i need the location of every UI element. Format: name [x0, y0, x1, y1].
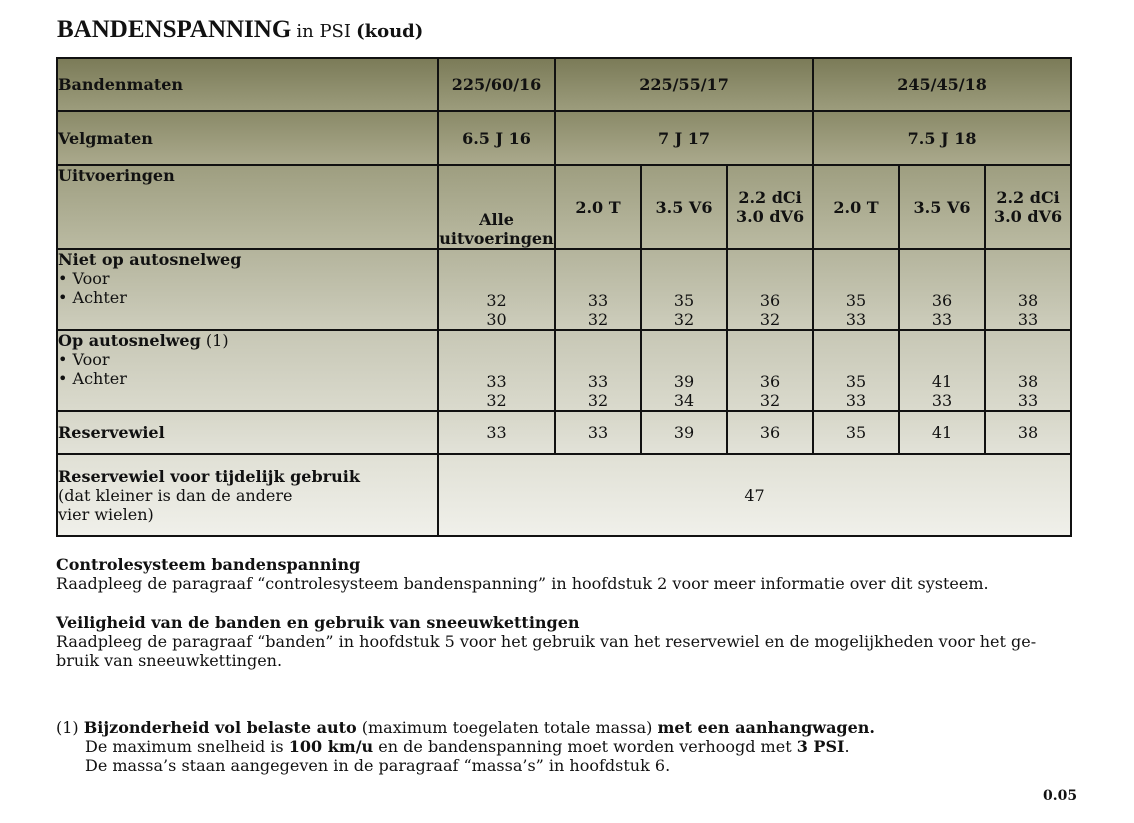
- versions-label: Uitvoeringen: [57, 165, 438, 249]
- tire-size-cell: 245/45/18: [813, 58, 1071, 111]
- safety-text: bruik van sneeuwkettingen.: [56, 651, 283, 670]
- pressure-cell: [813, 249, 899, 330]
- spare-label: Reservewiel: [57, 411, 438, 454]
- not-highway-label-cell: [57, 249, 438, 330]
- pressure-cell: [813, 330, 899, 411]
- pressure-cell: [438, 330, 555, 411]
- page-title: [57, 16, 423, 44]
- temp-spare-sub: (dat kleiner is dan de andere: [58, 485, 293, 505]
- tire-pressure-table: [56, 57, 1072, 537]
- front-label: • Voor: [58, 269, 110, 288]
- spare-value: 41: [899, 411, 985, 454]
- pressure-cell: [727, 249, 813, 330]
- rear-label: • Achter: [58, 369, 127, 388]
- pressure-cell: [555, 330, 641, 411]
- highway-label: Op autosnelweg: [58, 331, 201, 350]
- not-highway-label: Niet op autosnelweg: [58, 250, 242, 269]
- spare-value: 36: [727, 411, 813, 454]
- front-value: 36: [931, 291, 953, 310]
- rim-sizes-label: Velgmaten: [57, 111, 438, 165]
- pressure-cell: [727, 330, 813, 411]
- spare-value: 33: [438, 411, 555, 454]
- rear-value: 32: [673, 310, 695, 329]
- footnote-line: De massa’s staan aangegeven in de paragraaf “massa’s” in hoofdstuk 6.: [85, 756, 671, 775]
- front-value: 35: [845, 372, 867, 391]
- rear-value: 32: [587, 310, 609, 329]
- pressure-cell: [985, 249, 1071, 330]
- monitoring-text: Raadpleeg de paragraaf “controlesysteem bandenspanning” in hoofdstuk 2 voor meer informatie over dit systeem.: [56, 574, 989, 593]
- front-value: 38: [1017, 372, 1039, 391]
- version-text: 2.2 dCi: [996, 188, 1060, 207]
- rear-value: 33: [1017, 310, 1039, 329]
- version-text: uitvoeringen: [439, 229, 554, 248]
- version-cell: [438, 165, 555, 249]
- rear-value: 33: [931, 310, 953, 329]
- tire-size-cell: 225/60/16: [438, 58, 555, 111]
- version-cell: 2.0 T: [555, 165, 641, 249]
- version-text: 3.0 dV6: [735, 207, 805, 226]
- monitoring-section: [56, 555, 989, 593]
- row-tire-sizes: [57, 58, 1071, 111]
- safety-heading: Veiligheid van de banden en gebruik van sneeuwkettingen: [56, 613, 580, 632]
- pressure-cell: [985, 330, 1071, 411]
- highway-label-cell: [57, 330, 438, 411]
- rear-value: 32: [486, 391, 507, 410]
- footnote-text: (maximum toegelaten totale massa): [361, 718, 653, 737]
- row-spare: [57, 411, 1071, 454]
- pressure-cell: [899, 330, 985, 411]
- front-value: 32: [486, 291, 507, 310]
- version-cell: 3.5 V6: [641, 165, 727, 249]
- footnote-text: en de bandenspanning moet worden verhoogd met: [378, 737, 792, 756]
- front-label: • Voor: [58, 350, 110, 369]
- title-main: BANDENSPANNING: [57, 16, 292, 43]
- front-value: 36: [759, 291, 781, 310]
- front-value: 41: [931, 372, 953, 391]
- highway-note: (1): [205, 331, 229, 350]
- page-number: 0.05: [1043, 788, 1078, 804]
- pressure-cell: [641, 249, 727, 330]
- front-value: 39: [673, 372, 695, 391]
- front-value: 38: [1017, 291, 1039, 310]
- version-text: 3.0 dV6: [993, 207, 1063, 226]
- temp-spare-value: 47: [438, 454, 1071, 536]
- rear-value: 33: [845, 310, 867, 329]
- rim-size-cell: 6.5 J 16: [438, 111, 555, 165]
- front-value: 36: [759, 372, 781, 391]
- front-value: 33: [486, 372, 507, 391]
- spare-value: 38: [985, 411, 1071, 454]
- footnote-line: [56, 737, 875, 756]
- rear-value: 32: [759, 391, 781, 410]
- safety-text: Raadpleeg de paragraaf “banden” in hoofdstuk 5 voor het gebruik van het reservewiel en de mogelijkheden voor het ge-: [56, 632, 1037, 651]
- temp-spare-label-cell: [57, 454, 438, 536]
- pressure-cell: [641, 330, 727, 411]
- footnote-bold: met een aanhangwagen.: [657, 718, 875, 737]
- version-cell: 2.0 T: [813, 165, 899, 249]
- footnote-text: .: [844, 737, 850, 756]
- rear-value: 32: [587, 391, 609, 410]
- front-value: 33: [587, 372, 609, 391]
- footnote-text: De maximum snelheid is: [85, 737, 284, 756]
- front-value: 35: [845, 291, 867, 310]
- row-versions: [57, 165, 1071, 249]
- rear-value: 33: [845, 391, 867, 410]
- psi-value: 3 PSI: [796, 737, 845, 756]
- pressure-cell: [899, 249, 985, 330]
- tire-sizes-label: Bandenmaten: [57, 58, 438, 111]
- rear-value: 33: [931, 391, 953, 410]
- tire-size-cell: 225/55/17: [555, 58, 813, 111]
- row-highway: [57, 330, 1071, 411]
- spare-value: 39: [641, 411, 727, 454]
- rear-label: • Achter: [58, 288, 127, 307]
- rear-value: 30: [486, 310, 507, 329]
- rear-value: 34: [673, 391, 695, 410]
- version-cell: [727, 165, 813, 249]
- title-unit: in PSI: [296, 21, 351, 42]
- safety-section: [56, 613, 1036, 670]
- rim-size-cell: 7.5 J 18: [813, 111, 1071, 165]
- spare-value: 33: [555, 411, 641, 454]
- rear-value: 32: [759, 310, 781, 329]
- footnote: [56, 718, 875, 775]
- speed-value: 100 km/u: [288, 737, 374, 756]
- pressure-cell: [555, 249, 641, 330]
- pressure-cell: [438, 249, 555, 330]
- temp-spare-sub: vier wielen): [58, 504, 154, 524]
- version-cell: 3.5 V6: [899, 165, 985, 249]
- row-temp-spare: [57, 454, 1071, 536]
- footnote-marker: (1): [56, 718, 79, 737]
- monitoring-heading: Controlesysteem bandenspanning: [56, 555, 361, 574]
- front-value: 35: [673, 291, 695, 310]
- rear-value: 33: [1017, 391, 1039, 410]
- title-cold: (koud): [356, 21, 424, 42]
- spare-value: 35: [813, 411, 899, 454]
- temp-spare-label: Reservewiel voor tijdelijk gebruik: [58, 466, 360, 486]
- rim-size-cell: 7 J 17: [555, 111, 813, 165]
- version-cell: [985, 165, 1071, 249]
- front-value: 33: [587, 291, 609, 310]
- row-rim-sizes: [57, 111, 1071, 165]
- version-text: Alle: [479, 210, 514, 229]
- footnote-bold: Bijzonderheid vol belaste auto: [83, 718, 357, 737]
- row-not-highway: [57, 249, 1071, 330]
- footnote-line: [56, 718, 875, 737]
- version-text: 2.2 dCi: [738, 188, 802, 207]
